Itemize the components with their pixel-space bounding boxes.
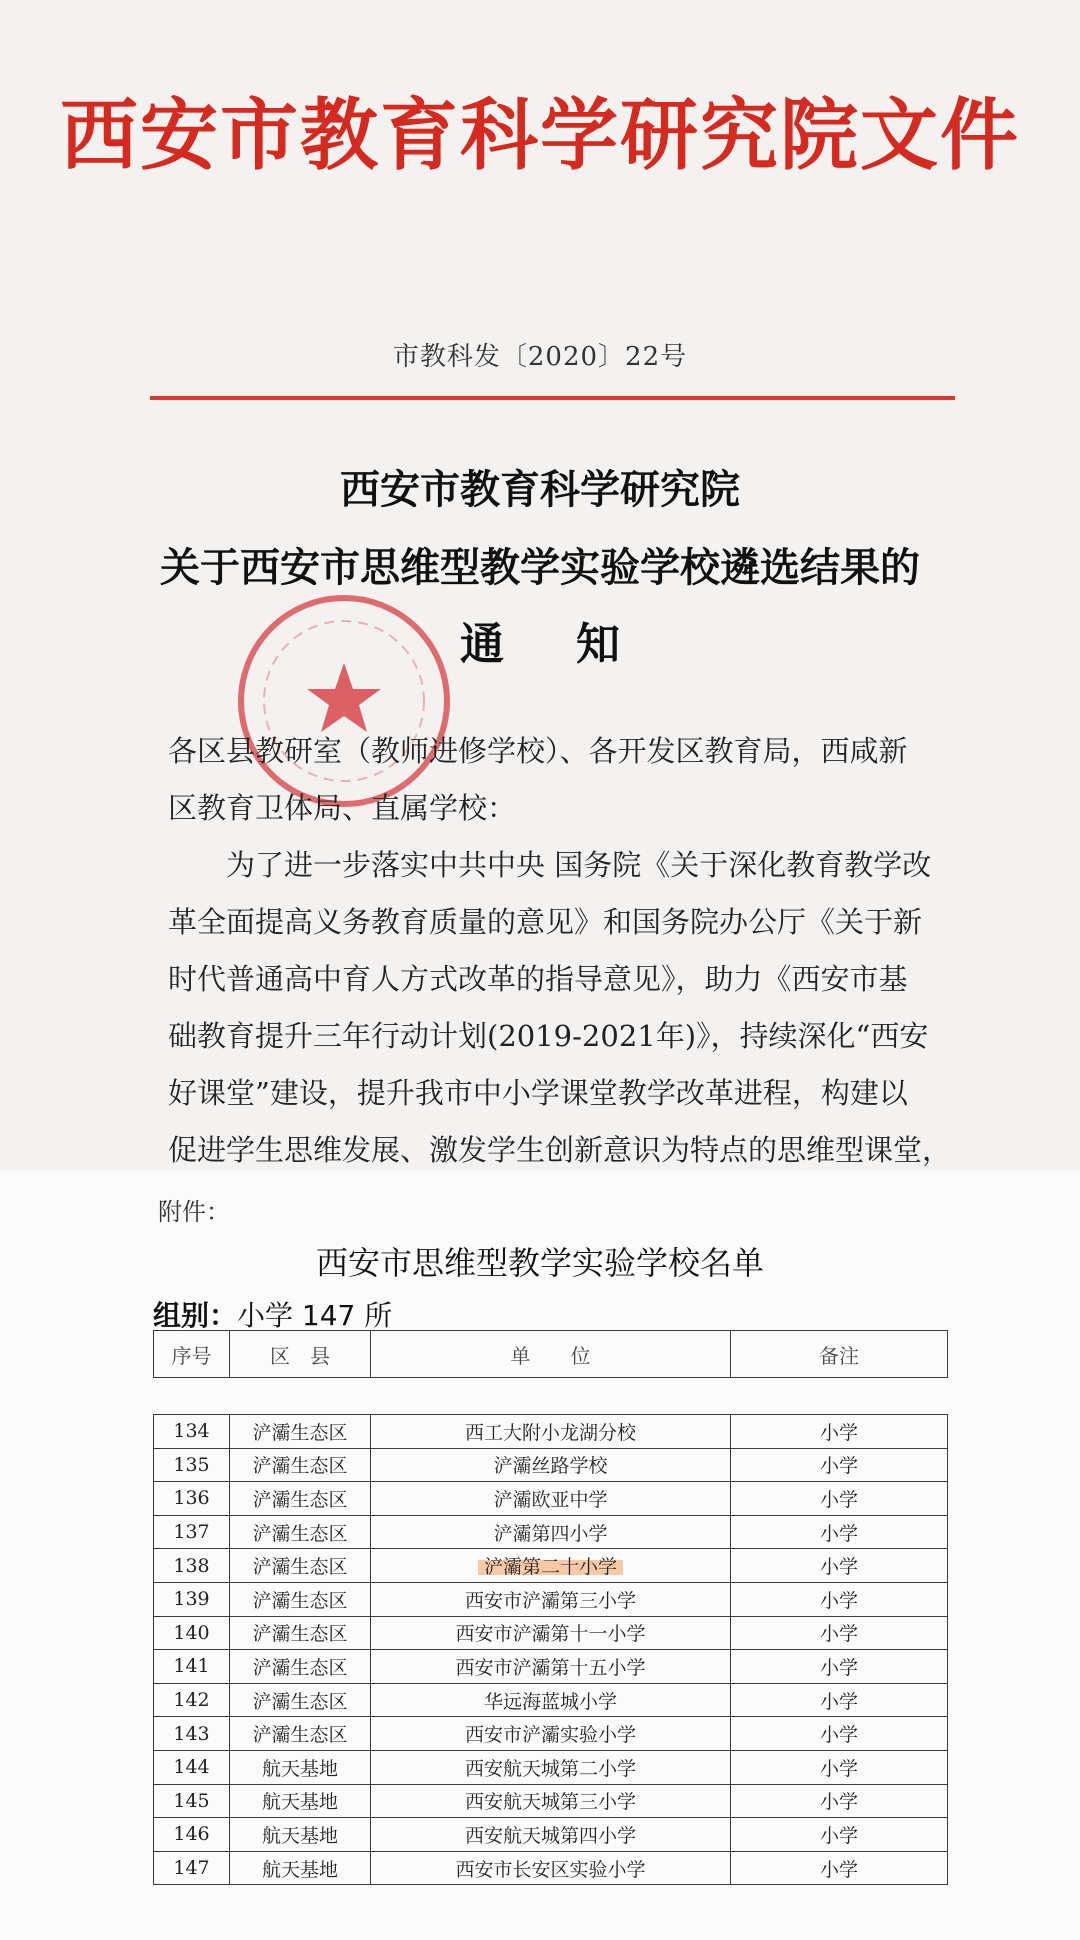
cell-unit [371,1818,731,1852]
attachment-label: 附件： [158,1198,230,1226]
cell-unit-text: 西安市长安区实验小学 [455,1858,646,1881]
cell-unit-text: 华远海蓝城小学 [483,1690,617,1713]
body-line: 为了进一步落实中共中央 国务院《关于深化教育教学改 [226,848,932,882]
table-row [154,1482,948,1516]
cell-unit-text: 西安航天城第二小学 [464,1757,636,1780]
cell-note [731,1851,948,1885]
cell-unit [371,1616,731,1650]
table-row [154,1750,948,1784]
cell-no-text: 147 [173,1857,210,1880]
cell-district-text: 浐灞生态区 [252,1522,348,1545]
cell-unit-text: 浐灞丝路学校 [493,1455,608,1478]
cell-unit [371,1582,731,1616]
cell-note-text: 小学 [819,1724,858,1747]
cell-no-text: 137 [173,1521,210,1544]
header-cell-unit: 单 位 [371,1331,731,1378]
cell-unit-text: 西安市浐灞第三小学 [464,1589,636,1612]
cell-district-text: 浐灞生态区 [252,1421,348,1444]
cell-unit [371,1515,731,1549]
salutation [168,723,938,837]
cell-district [230,1750,371,1784]
cell-note [731,1482,948,1516]
cell-note-text: 小学 [819,1421,858,1444]
cell-district-text: 浐灞生态区 [252,1656,348,1679]
cell-district-text: 航天基地 [261,1858,338,1881]
cell-note [731,1515,948,1549]
cell-no [154,1616,230,1650]
cell-note [731,1549,948,1583]
group-label-key: 组别： [153,1299,238,1332]
cell-unit-text: 浐灞第四小学 [493,1522,608,1545]
cell-note-text: 小学 [819,1522,858,1545]
cell-district [230,1818,371,1852]
cell-no [154,1415,230,1449]
cell-district [230,1616,371,1650]
group-label-value: 小学 147 所 [237,1299,393,1332]
cell-district-text: 航天基地 [261,1791,338,1814]
cell-no [154,1683,230,1717]
red-divider [150,396,955,400]
salutation-line: 各区县教研室（教师进修学校）、各开发区教育局，西咸新 [168,734,908,768]
body-line: 好课堂”建设，提升我市中小学课堂教学改革进程，构建以 [168,1076,908,1110]
cell-no-text: 134 [173,1420,210,1443]
cell-no [154,1582,230,1616]
body-line: 促进学生思维发展、激发学生创新意识为特点的思维型课堂， [168,1133,952,1167]
cell-note-text: 小学 [819,1757,858,1780]
cell-note [731,1818,948,1852]
cell-unit-text: 西安市浐灞第十一小学 [455,1623,646,1646]
header-cell-district: 区 县 [230,1331,371,1378]
title-line-2: 关于西安市思维型教学实验学校遴选结果的 [160,544,920,591]
cell-no [154,1784,230,1818]
cell-district [230,1549,371,1583]
header-row [154,1331,948,1378]
cell-no [154,1818,230,1852]
table-row [154,1582,948,1616]
cell-note [731,1784,948,1818]
header-cell-no: 序号 [154,1331,230,1378]
cell-district [230,1717,371,1751]
table-row [154,1717,948,1751]
cell-note [731,1415,948,1449]
cell-unit-text: 西安航天城第四小学 [464,1824,636,1847]
cell-note [731,1448,948,1482]
body-line: 础教育提升三年行动计划(2019-2021年)》，持续深化“西安 [168,1019,929,1053]
cell-district-text: 浐灞生态区 [252,1455,348,1478]
cell-no [154,1448,230,1482]
cell-unit [371,1415,731,1449]
table-row [154,1851,948,1885]
list-title: 西安市思维型教学实验学校名单 [315,1244,764,1282]
cell-unit [371,1482,731,1516]
table-row [154,1818,948,1852]
cell-no-text: 145 [173,1789,210,1812]
cell-district-text: 浐灞生态区 [252,1589,348,1612]
cell-no [154,1717,230,1751]
table-row [154,1616,948,1650]
cell-no-text: 138 [173,1554,210,1577]
cell-no-text: 140 [173,1621,210,1644]
cell-unit [371,1784,731,1818]
cell-district [230,1448,371,1482]
cell-note [731,1650,948,1684]
title-line-3: 通知 [460,619,692,670]
cell-district-text: 浐灞生态区 [252,1623,348,1646]
cell-district-text: 浐灞生态区 [252,1488,348,1511]
table-row [154,1415,948,1449]
cell-no-text: 144 [173,1756,210,1779]
body-paragraph [168,837,952,1170]
cell-note-text: 小学 [819,1791,858,1814]
cell-district [230,1582,371,1616]
cell-unit [371,1683,731,1717]
cell-no [154,1851,230,1885]
cell-note [731,1616,948,1650]
header-cell-note: 备注 [731,1331,948,1378]
cell-note-text: 小学 [819,1690,858,1713]
cell-unit [371,1717,731,1751]
body-line: 时代普通高中育人方式改革的指导意见》，助力《西安市基 [168,962,908,996]
cell-note-text: 小学 [819,1858,858,1881]
document-banner: 西安市教育科学研究院文件 [59,90,1020,181]
cell-district [230,1515,371,1549]
table-row [154,1650,948,1684]
cell-district-text: 航天基地 [261,1757,338,1780]
cell-unit-text: 西工大附小龙湖分校 [464,1421,636,1444]
cell-unit-text: 西安市浐灞第十五小学 [455,1656,646,1679]
table-row [154,1549,948,1583]
cell-district-text: 浐灞生态区 [252,1724,348,1747]
cell-note-text: 小学 [819,1488,858,1511]
cell-note [731,1683,948,1717]
highlighted-unit: 浐灞第二十小学 [478,1556,623,1578]
cell-district [230,1784,371,1818]
title-line-1: 西安市教育科学研究院 [340,466,740,513]
cell-district-text: 航天基地 [261,1824,338,1847]
group-label [153,1294,392,1334]
cell-note [731,1750,948,1784]
cell-district [230,1650,371,1684]
cell-note-text: 小学 [819,1656,858,1679]
cell-unit-text: 西安市浐灞实验小学 [464,1724,636,1747]
cell-unit [371,1650,731,1684]
cell-district-text: 浐灞生态区 [252,1690,348,1713]
document-number: 市教科发〔2020〕22号 [392,342,688,372]
cell-note [731,1717,948,1751]
table-row [154,1683,948,1717]
cell-district [230,1482,371,1516]
cell-no-text: 146 [173,1823,210,1846]
cell-no [154,1650,230,1684]
cell-note [731,1582,948,1616]
table-row [154,1784,948,1818]
cell-note-text: 小学 [819,1623,858,1646]
cell-no [154,1515,230,1549]
school-table-body [154,1415,948,1885]
table-header [153,1330,948,1378]
cell-unit [371,1549,731,1583]
cell-no-text: 139 [173,1588,210,1611]
cell-no-text: 136 [173,1487,210,1510]
cell-no-text: 135 [173,1453,210,1476]
cell-district-text: 浐灞生态区 [252,1556,348,1579]
cell-unit [371,1851,731,1885]
cell-no-text: 143 [173,1722,210,1745]
table-row [154,1515,948,1549]
cell-unit [371,1448,731,1482]
cell-district [230,1683,371,1717]
body-line: 革全面提高义务教育质量的意见》和国务院办公厅《关于新 [168,905,923,939]
cell-no-text: 142 [173,1689,210,1712]
cell-no [154,1750,230,1784]
school-table [153,1414,948,1885]
cell-unit-text: 浐灞欧亚中学 [493,1488,608,1511]
table-row [154,1448,948,1482]
cell-district [230,1851,371,1885]
cell-no-text: 141 [173,1655,210,1678]
cell-note-text: 小学 [819,1589,858,1612]
cell-unit [371,1750,731,1784]
attachment-section [0,1170,1080,1940]
cell-note-text: 小学 [819,1556,858,1579]
cell-note-text: 小学 [819,1455,858,1478]
cell-unit-text: 西安航天城第三小学 [464,1791,636,1814]
cell-note-text: 小学 [819,1824,858,1847]
salutation-line: 区教育卫体局、直属学校： [168,791,517,825]
cell-no [154,1549,230,1583]
cell-district [230,1415,371,1449]
cell-no [154,1482,230,1516]
